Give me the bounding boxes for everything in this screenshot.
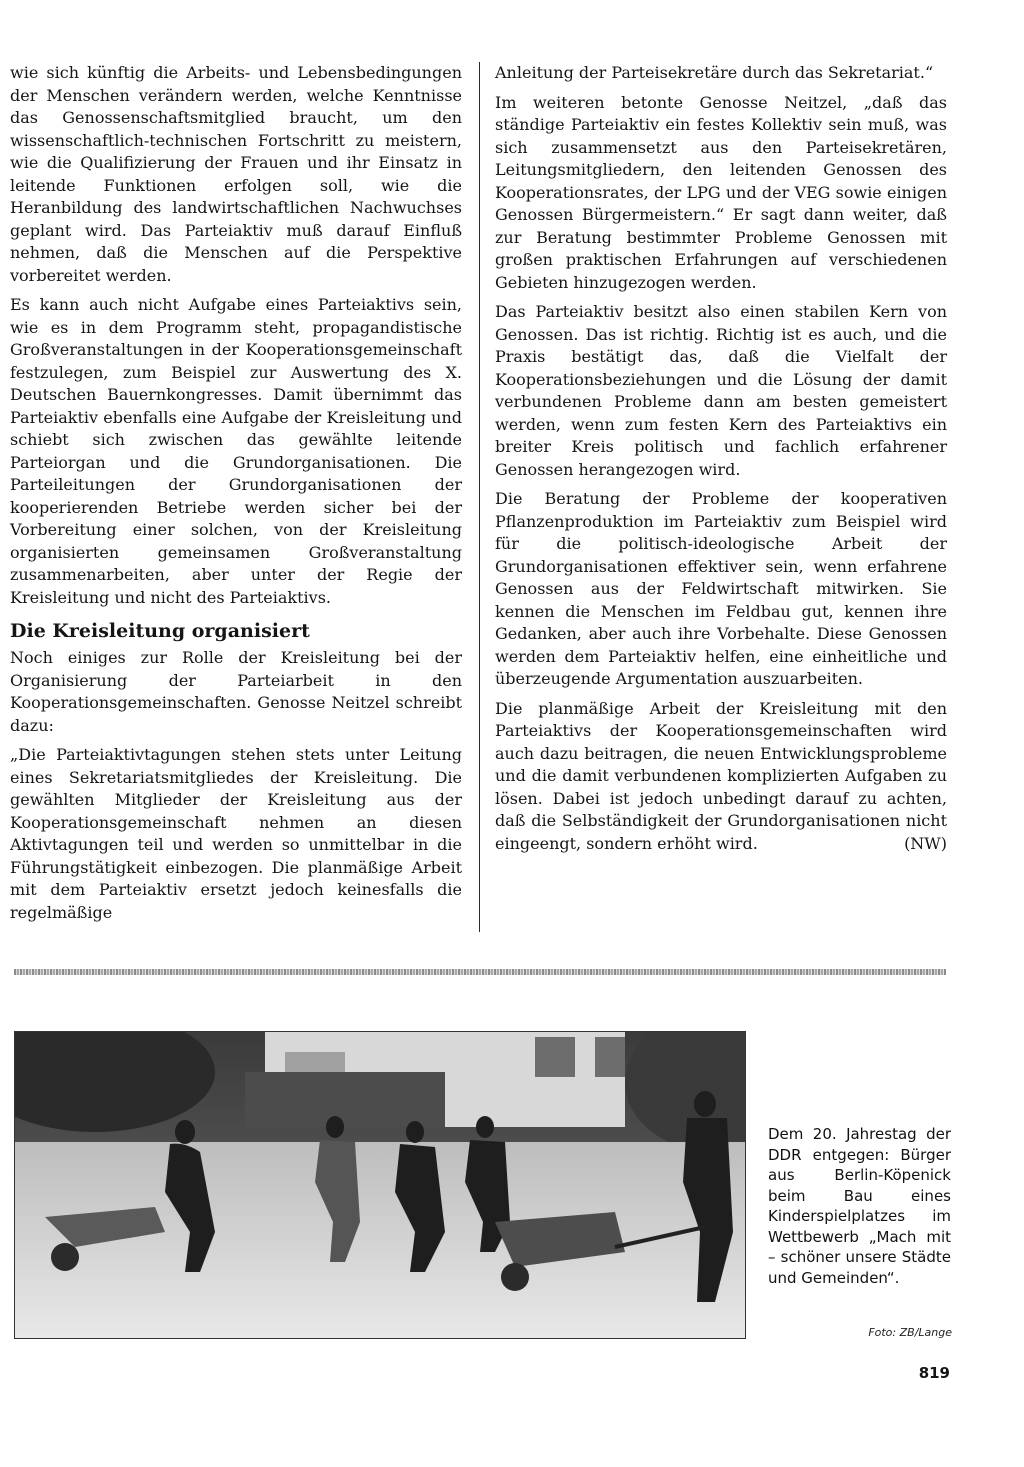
closing-paragraph (495, 698, 947, 856)
left-column (10, 62, 462, 931)
left-paragraph-3: Noch einiges zur Rolle der Kreisleitung bei der Organisierung der Parteiarbeit in den Kooperationsgemeinschaften. Genosse Neitzel schreibt dazu: (10, 648, 462, 735)
page-number: 819 (918, 1364, 950, 1382)
right-paragraph-3: Das Parteiaktiv besitzt also einen stabilen Kern von Genossen. Das ist richtig. Richtig ist es auch, und die Praxis bestätigt das, daß die Vielfalt der Kooperationsbeziehungen und die Lösung der damit verbundenen Probleme dann am besten gemeistert werden, wenn zum festen Kern des Parteiaktivs ein breiter Kreis politisch und fachlich erfahrener Genossen herangezogen wird. (495, 302, 947, 479)
right-paragraph-1: Anleitung der Parteisekretäre durch das Sekretariat.“ (495, 63, 934, 82)
author-signature: (NW) (904, 834, 947, 853)
right-paragraph-2: Im weiteren betonte Genosse Neitzel, „daß das ständige Parteiaktiv ein festes Kollektiv sein muß, was sich zusammensetzt aus den Parteisekretären, Leitungsmitgliedern, den leitenden Genossen des Kooperationsrates, der LPG und der VEG sowie einigen Genossen Bürgermeistern.“ Er sagt dann weiter, daß zur Beratung bestimmter Probleme Genossen mit großen praktischen Erfahrungen auf verschiedenen Gebieten hinzugezogen werden. (495, 92, 947, 292)
right-column (495, 62, 947, 856)
left-paragraph-4: „Die Parteiaktivtagungen stehen stets unter Leitung eines Sekretariatsmitgliedes der Kreisleitung. Die gewählten Mitglieder der Kreisleitung aus der Kooperationsgemeinschaft nehmen an diesen Aktivtagungen teil und werden so unmittelbar in die Führungstätigkeit einbezogen. Die planmäßige Arbeit mit dem Parteiaktiv ersetzt jedoch keinesfalls die regelmäßige (10, 745, 462, 922)
photo-playground-construction (14, 1031, 746, 1339)
section-separator (14, 969, 946, 975)
column-divider (479, 62, 480, 932)
photo-credit: Foto: ZB/Lange (868, 1326, 952, 1339)
left-paragraph-2: Es kann auch nicht Aufgabe eines Parteiaktivs sein, wie es in dem Programm steht, propagandistische Großveranstaltungen in der Kooperationsgemeinschaft festzulegen, zum Beispiel zur Auswertung des X. Deutschen Bauernkongresses. Damit übernimmt das Parteiaktiv ebenfalls eine Aufgabe der Kreisleitung und schiebt sich zwischen das gewählte leitende Parteiorgan und die Grundorganisationen. Die Parteileitungen der Grundorganisationen der kooperierenden Betriebe werden sicher bei der Vorbereitung einer solchen, von der Kreisleitung organisierten gemeinsamen Großveranstaltung zusammenarbeiten, aber unter der Regie der Kreisleitung und nicht des Parteiaktivs. (10, 295, 462, 607)
right-paragraph-4: Die Beratung der Probleme der kooperativen Pflanzenproduktion im Parteiaktiv zum Beispiel wird für die politisch-ideologische Arbeit der Grundorganisationen effektiver sein, wenn erfahrene Genossen aus der Feldwirtschaft mitwirken. Sie kennen die Menschen im Feldbau gut, kennen ihre Gedanken, aber auch ihre Vorbehalte. Diese Genossen werden dem Parteiaktiv helfen, eine einheitliche und überzeugende Argumentation auszuarbeiten. (495, 489, 947, 688)
section-heading: Die Kreisleitung organisiert (10, 620, 310, 642)
right-paragraph-5: Die planmäßige Arbeit der Kreisleitung mit den Parteiaktivs der Kooperationsgemeinschaften wird auch dazu beitragen, die neuen Entwicklungsprobleme und die damit verbundenen komplizierten Aufgaben zu lösen. Dabei ist jedoch unbedingt darauf zu achten, daß die Selbständigkeit der Grundorganisationen nicht eingeengt, sondern erhöht wird. (495, 698, 947, 853)
left-paragraph-1: wie sich künftig die Arbeits- und Lebensbedingungen der Menschen verändern werden, welche Kenntnisse das Genossenschaftsmitglied braucht, um den wissenschaftlich-technischen Fortschritt zu meistern, wie die Qualifizierung der Frauen und ihr Einsatz in leitende Funktionen erfolgen soll, wie die Heranbildung des landwirtschaftlichen Nachwuchses geplant wird. Das Parteiaktiv muß darauf Einfluß nehmen, daß die Menschen auf die Perspektive vorbereitet werden. (10, 63, 462, 285)
photo-caption: Dem 20. Jahrestag der DDR entgegen: Bürger aus Berlin-Köpenick beim Bau eines Kinderspielplatzes im Wettbewerb „Mach mit – schöner unsere Städte und Gemeinden“. (768, 1125, 951, 1287)
